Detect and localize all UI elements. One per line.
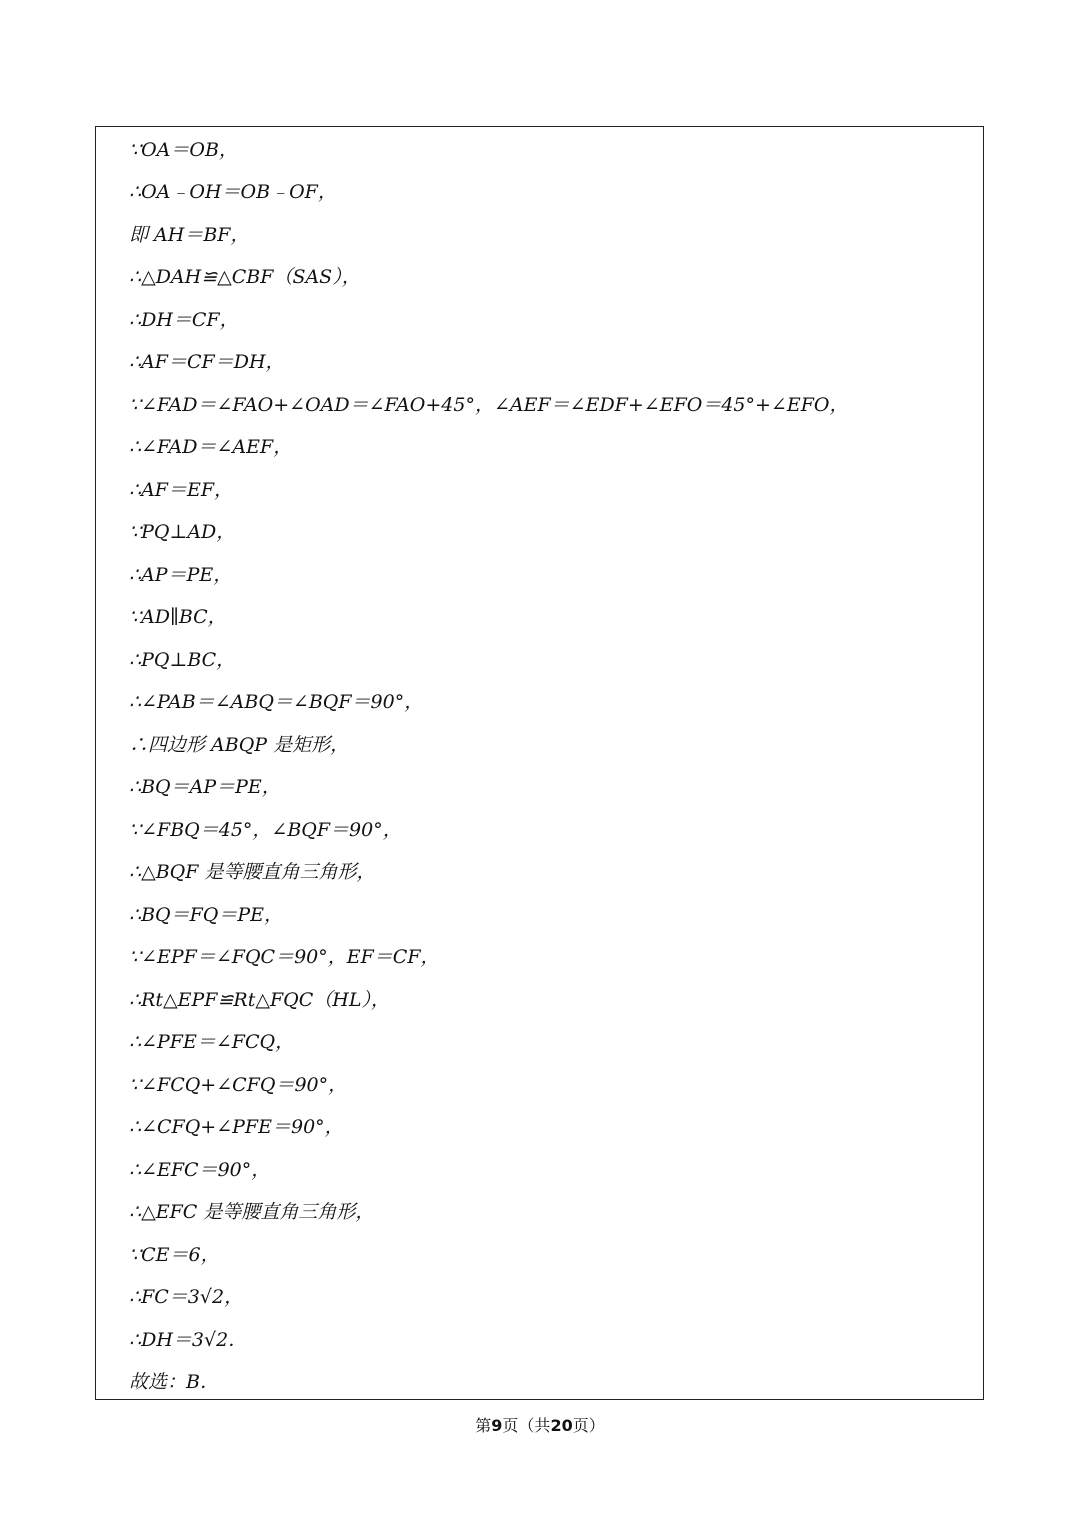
solution-line: 即 AH＝BF， xyxy=(129,224,250,246)
solution-line: ∴DH＝3√2． xyxy=(129,1329,248,1351)
solution-line: ∵∠EPF＝∠FQC＝90°，EF＝CF， xyxy=(129,946,440,968)
solution-line: ∴∠PAB＝∠ABQ＝∠BQF＝90°， xyxy=(129,691,424,713)
solution-line: ∴PQ⊥BC， xyxy=(129,649,236,671)
solution-line: ∵OA＝OB， xyxy=(129,139,238,161)
solution-line: ∵∠FCQ+∠CFQ＝90°， xyxy=(129,1074,348,1096)
solution-line: ∴AF＝CF＝DH， xyxy=(129,351,285,373)
solution-line: ∴OA﹣OH＝OB﹣OF， xyxy=(129,181,337,203)
solution-line: ∴∠FAD＝∠AEF， xyxy=(129,436,293,458)
solution-line: ∴△DAH≌△CBF（SAS）， xyxy=(129,266,361,288)
footer-page-number: 9 xyxy=(491,1416,503,1435)
solution-line: ∴Rt△EPF≌Rt△FQC（HL）， xyxy=(129,989,390,1011)
solution-line: ∴四边形 ABQP 是矩形， xyxy=(129,734,350,756)
solution-line: ∵∠FAD＝∠FAO+∠OAD＝∠FAO+45°，∠AEF＝∠EDF+∠EFO＝45°+∠EFO， xyxy=(129,394,849,416)
solution-line: ∴∠EFC＝90°， xyxy=(129,1159,271,1181)
solution-line: ∴△BQF 是等腰直角三角形， xyxy=(129,861,376,883)
solution-line: ∴FC＝3√2， xyxy=(129,1286,244,1308)
solution-line: ∴AF＝EF， xyxy=(129,479,234,501)
solution-line: ∴∠CFQ+∠PFE＝90°， xyxy=(129,1116,344,1138)
solution-line: ∴△EFC 是等腰直角三角形， xyxy=(129,1201,375,1223)
solution-line: 故选：B． xyxy=(129,1371,219,1393)
solution-line: ∴BQ＝AP＝PE， xyxy=(129,776,281,798)
solution-line: ∴∠PFE＝∠FCQ， xyxy=(129,1031,295,1053)
solution-line: ∵CE＝6， xyxy=(129,1244,220,1266)
footer-total-pages: 20 xyxy=(550,1416,573,1435)
solution-line: ∵AD∥BC， xyxy=(129,606,227,628)
solution-line: ∴AP＝PE， xyxy=(129,564,233,586)
solution-line: ∴DH＝CF， xyxy=(129,309,239,331)
solution-line: ∵∠FBQ＝45°，∠BQF＝90°， xyxy=(129,819,402,841)
solution-line: ∴BQ＝FQ＝PE， xyxy=(129,904,284,926)
footer-suffix: 页） xyxy=(572,1416,605,1435)
footer-middle: 页（共 xyxy=(502,1416,551,1435)
solution-line: ∵PQ⊥AD， xyxy=(129,521,236,543)
footer-prefix: 第 xyxy=(475,1416,492,1435)
page-footer xyxy=(0,1416,1080,1436)
